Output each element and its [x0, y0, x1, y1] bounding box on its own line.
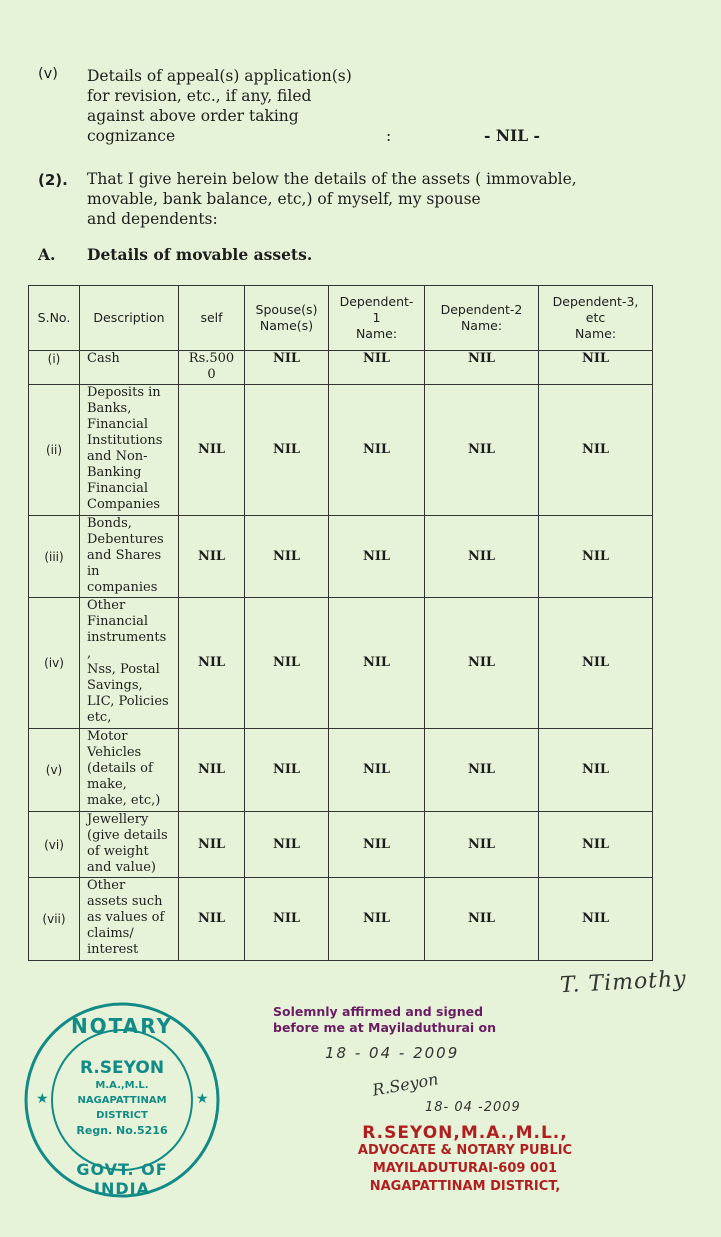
- row-description: Bonds, Debentures and Shares in companies: [80, 516, 179, 598]
- row-sno: (v): [29, 729, 80, 812]
- stamp-qualification: M.A.,M.L.: [95, 1080, 149, 1091]
- table-row: [29, 516, 653, 598]
- row-spouse: NIL: [245, 516, 329, 598]
- table-row: [29, 598, 653, 729]
- table-row: [29, 729, 653, 812]
- section-v-line: for revision, etc., if any, filed: [87, 87, 312, 105]
- header-description: Description: [80, 286, 179, 351]
- row-sno: (i): [29, 351, 80, 385]
- row-dependent-3: NIL: [539, 878, 653, 961]
- header-spouse: Spouse(s) Name(s): [245, 286, 329, 351]
- row-dependent-3: NIL: [539, 351, 653, 385]
- table-row: [29, 878, 653, 961]
- row-dependent-2: NIL: [425, 598, 539, 729]
- header-sno: S.No.: [29, 286, 80, 351]
- row-dependent-3: NIL: [539, 516, 653, 598]
- notary-name: R.SEYON,M.A.,M.L.,: [362, 1123, 568, 1143]
- table-row: [29, 351, 653, 385]
- notary-title: ADVOCATE & NOTARY PUBLIC: [357, 1143, 573, 1158]
- row-self: NIL: [179, 812, 245, 878]
- notary-seal-text: [330, 1124, 600, 1196]
- row-spouse: NIL: [245, 351, 329, 385]
- row-self: NIL: [179, 598, 245, 729]
- attestation-line: before me at Mayiladuthurai on: [273, 1020, 497, 1035]
- header-self: self: [179, 286, 245, 351]
- table-header-row: [29, 286, 653, 351]
- stamp-district-label: DISTRICT: [96, 1110, 148, 1121]
- row-sno: (vii): [29, 878, 80, 961]
- row-sno: (iii): [29, 516, 80, 598]
- row-dependent-1: NIL: [329, 516, 425, 598]
- header-dependent-3: Dependent-3, etc Name:: [539, 286, 653, 351]
- row-dependent-2: NIL: [425, 516, 539, 598]
- row-dependent-3: NIL: [539, 385, 653, 516]
- row-dependent-1: NIL: [329, 351, 425, 385]
- notary-district: NAGAPATTINAM DISTRICT,: [369, 1179, 561, 1194]
- row-spouse: NIL: [245, 385, 329, 516]
- row-dependent-3: NIL: [539, 598, 653, 729]
- row-self: NIL: [179, 385, 245, 516]
- notary-address: MAYILADUTURAI-609 001: [372, 1161, 558, 1176]
- row-dependent-1: NIL: [329, 385, 425, 516]
- row-self: NIL: [179, 729, 245, 812]
- table-row: [29, 385, 653, 516]
- row-dependent-1: NIL: [329, 598, 425, 729]
- row-dependent-1: NIL: [329, 878, 425, 961]
- row-description: Other Financial instruments , Nss, Postal Savings, LIC, Policies etc,: [80, 598, 179, 729]
- svg-text:★: ★: [36, 1091, 49, 1107]
- header-dependent-1: Dependent- 1 Name:: [329, 286, 425, 351]
- row-dependent-2: NIL: [425, 729, 539, 812]
- row-dependent-1: NIL: [329, 729, 425, 812]
- svg-text:★: ★: [196, 1091, 209, 1107]
- section-v-text: [87, 66, 352, 146]
- section-v-number: (v): [38, 66, 58, 82]
- section-a-letter: A.: [38, 245, 56, 264]
- stamp-center: [52, 1058, 192, 1138]
- stamp-regn: Regn. No.5216: [76, 1124, 168, 1137]
- stamp-ring-bottom: GOVT. OF INDIA: [76, 1160, 168, 1198]
- row-dependent-2: NIL: [425, 351, 539, 385]
- notary-stamp: [22, 1000, 222, 1200]
- table-row: [29, 812, 653, 878]
- notary-signature: R.Seyon: [370, 1069, 440, 1100]
- attestation-line: Solemnly affirmed and signed: [273, 1004, 484, 1019]
- section-2-number: (2).: [38, 171, 68, 189]
- row-dependent-3: NIL: [539, 729, 653, 812]
- row-spouse: NIL: [245, 598, 329, 729]
- row-spouse: NIL: [245, 878, 329, 961]
- row-dependent-1: NIL: [329, 812, 425, 878]
- deponent-signature: T. Timothy: [559, 966, 688, 999]
- row-sno: (vi): [29, 812, 80, 878]
- section-v-line: cognizance: [87, 127, 176, 145]
- row-dependent-2: NIL: [425, 385, 539, 516]
- row-description: Other assets such as values of claims/ interest: [80, 878, 179, 961]
- row-description: Motor Vehicles (details of make, make, etc,): [80, 729, 179, 812]
- stamp-ring-top: NOTARY: [70, 1014, 174, 1038]
- row-self: NIL: [179, 878, 245, 961]
- row-self: NIL: [179, 516, 245, 598]
- stamp-name: R.SEYON: [79, 1058, 165, 1078]
- row-description: Cash: [80, 351, 179, 385]
- attestation-date: 18 - 04 - 2009: [325, 1044, 460, 1062]
- section-2-line: and dependents:: [87, 210, 218, 228]
- section-2-line: movable, bank balance, etc,) of myself, my spouse: [87, 190, 481, 208]
- section-2-line: That I give herein below the details of the assets ( immovable,: [87, 170, 577, 188]
- row-description: Deposits in Banks, Financial Institutions and Non- Banking Financial Companies: [80, 385, 179, 516]
- movable-assets-table: [28, 285, 653, 961]
- row-spouse: NIL: [245, 812, 329, 878]
- stamp-district: NAGAPATTINAM: [77, 1095, 167, 1106]
- row-spouse: NIL: [245, 729, 329, 812]
- row-dependent-2: NIL: [425, 878, 539, 961]
- section-v-value: - NIL -: [484, 126, 540, 145]
- row-dependent-2: NIL: [425, 812, 539, 878]
- section-2-text: [87, 169, 577, 229]
- row-self: Rs.500 0: [179, 351, 245, 385]
- row-sno: (ii): [29, 385, 80, 516]
- row-description: Jewellery (give details of weight and value): [80, 812, 179, 878]
- section-v-line: Details of appeal(s) application(s): [87, 67, 352, 85]
- row-dependent-3: NIL: [539, 812, 653, 878]
- section-v-line: against above order taking: [87, 107, 299, 125]
- section-v-colon: :: [386, 127, 392, 145]
- row-sno: (iv): [29, 598, 80, 729]
- section-a-title: Details of movable assets.: [87, 245, 313, 264]
- notary-sign-date: 18- 04 -2009: [425, 1100, 521, 1115]
- attestation-text: [273, 1004, 496, 1036]
- header-dependent-2: Dependent-2 Name:: [425, 286, 539, 351]
